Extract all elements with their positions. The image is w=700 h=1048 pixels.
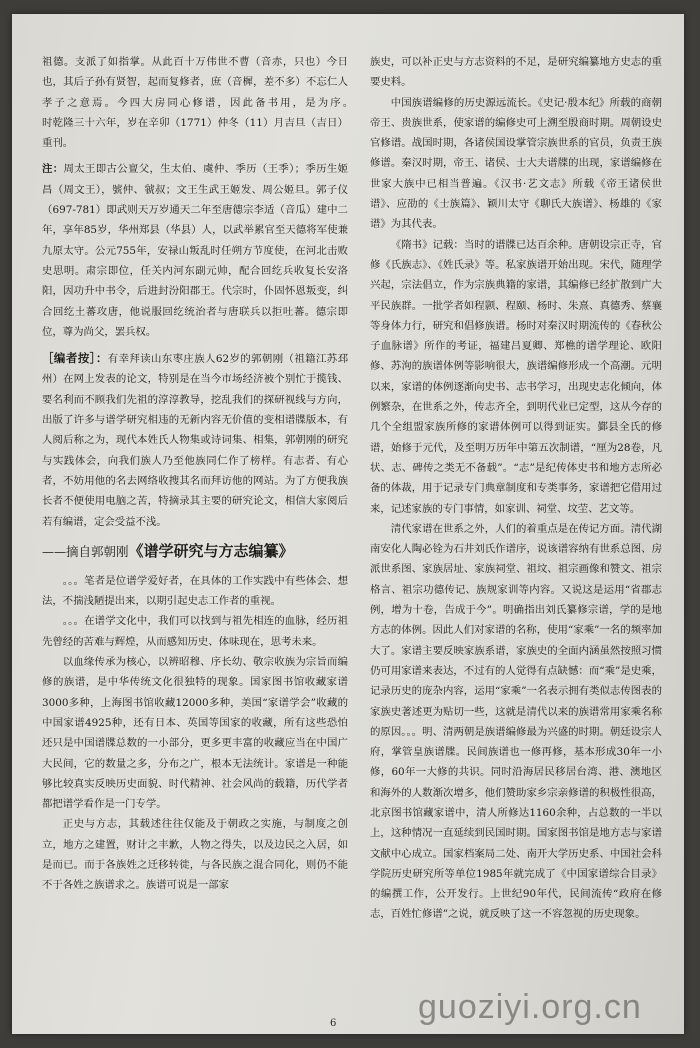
body-paragraph: 以血缘传承为核心，以辨昭穆、序长幼、敬宗收族为宗旨而编修的族谱，是中华传统文化很独特的现象。国家图书馆收藏家谱3000多种，上海图书馆收藏12000多种，美国“家谱学会”收藏的中国家谱4925种，还有日本、英国等国家的收藏，所有这些恐怕还只是中国谱牒总数的一小部分，更多更丰富的收藏应当在中国广大民间，它的数量之多，分布之广，根本无法统计。家谱是一种能够比较真实反映历史面貌、时代精神、社会风尚的载籍，历代学者都把谱学看作是一门专学。 [42,656,348,811]
note-text: 周太王即古公亶父，生太伯、虞仲、季历（王季）；季历生姬昌（周文王），號仲、虢叔；文王生武王姬发、周公姬旦。郭子仪（697-781）即武则天万岁通天二年至唐德宗李适（音瓜）建中二年，享年85岁，华州郑县（华县）人，以武举累官至天德将军使兼九原太守。公元755年，安禄山叛乱时任朔方节度使，在河北击败史思明。肃宗即位，任关内河东副元帅，配合回纥兵收复长安洛阳，因功升中书令，后进封汾阳郡王。代宗时，仆固怀恩叛变，纠合回纥土蕃攻唐，他说服回纥统治者与唐联兵以拒吐蕃。德宗即位，尊为尚父，罢兵权。 [42,163,348,338]
left-column [42,52,390,896]
source-prefix: 摘自郭朝刚 [66,543,129,559]
source-title: 《谱学研究与方志编纂》 [128,541,294,560]
body-paragraph: 正史与方志，其载述往往仅能及于朝政之实施，与制度之创立，地方之建置，财计之丰歉，人物之得失，以及边民之入居，如是而已。而于各族姓之迁移转徙，与各民族之混合同化，则仍不能不于各姓之族谱求之。族谱可说是一部家 [42,818,348,892]
body-paragraph: 清代家谱在世系之外，人们的着重点是在传记方面。清代湖南安化人陶必铨为石井刘氏作谱序，说该谱容纳有世系总图、房派世系图、家族居址、家族祠堂、祖坟、祖宗画像和赞文、祖宗格言、祖宗功德传记、族规家训等内容。又说这是运用“省郡志例，增为十卷，告成于今”。明确指出刘氏纂修宗谱，学的是地方志的体例。因此人们对家谱的名称，使用“家乘”一名的频率加大了。家谱主要反映家族系谱，家族史的全面内涵虽然按照习惯仍可用家谱来表达，不过有的人觉得有点缺憾：而“乘”是史乘，记录历史的庞杂内容，运用“家乘”一名表示拥有类似志传图表的家族史著述更为贴切一些，这就是清代以来的族谱常用家乘名称的原因。。。明、清两朝是族谱编修最为兴盛的时期。朝廷设宗人府，掌管皇族谱牒。民间族谱也一修再修，基本形成30年一小修，60年一大修的共识。同时沿海居民移居台湾、港、澳地区和海外的人数渐次增多，他们赞助家乡宗亲修谱的积极性很高，北京图书馆藏家谱中，清人所修达1160余种，占总数的一半以上，这种情况一直延续到民国时期。国家图书馆是地方志与家谱文献中心成立。国家档案局二处、南开大学历史系、中国社会科学院历史研究所等单位1985年就完成了《中国家谱综合目录》的编撰工作，公开发行。上世纪90年代，民间流传“政府在修志，百姓忙修谱”之说，就反映了这一不容忽视的历史现象。 [370,522,662,921]
page-number: 6 [330,1018,337,1029]
editor-note-text: 有幸拜读山东枣庄族人62岁的郭朝刚（祖籍江苏邳州）在网上发表的论文，特别是在当今市场经济被个别忙于揽钱、要名利而不顾我们先祖的淳淳教导，挖乱我们的探研视线与方向，出版了许多与谱学研究相违的无新内容无价值的变相谱牒版本，有人阅后称之为，现代本姓氏人物集或诗词集、相集，郭朝刚的研究与实践体会，向我们族人乃至他族同仁作了榜样。有志者、有心者，不妨用他的名去网络收搜其名而拜访他的网站。为了方便我族长者不便使用电脑之苦，特摘录其主要的研究论文，相信大家阅后若有编谱，定会受益不浅。 [42,353,348,528]
body-paragraph: 。。。在谱学文化中，我们可以找到与祖先相连的血脉，经历祖先曾经的苦难与辉煌，从而感知历史、体味现在，思考未来。 [42,615,348,648]
editor-note-paragraph [42,348,348,532]
document-page [12,14,684,1034]
editor-note-label: ［编者按］： [42,351,108,366]
note-paragraph [42,159,348,342]
source-dash: —— [42,544,66,559]
right-column [370,52,662,925]
source-citation [42,540,348,563]
body-paragraph: 。。。笔者是位谱学爱好者，在具体的工作实践中有些体会、想法，不揣浅陋提出来，以期引起史志工作者的重视。 [42,574,348,608]
body-paragraph: 《隋书》记载：当时的谱牒已达百余种。唐朝设宗正寺，官修《氏族志》、《姓氏录》等。私家族谱开始出现。宋代，随理学兴起，宗法倡立，作为宗族典籍的家谱，其编修已经扩散到广大平民族群。一批学者如程颢、程颐、杨时、朱熹、真德秀、蔡襄等身体力行，研究和倡修族谱。杨时对秦汉时期流传的《春秋公子血脉谱》所作的考证，福建吕夏卿、郑樵的谱学理论、欧阳修、苏洵的族谱体例等影响很大，族谱编修形成一个高潮。元明以来，家谱的体例逐渐向史书、志书学习，出现史志化倾向，体例繁杂，在世系之外，传志齐全，到明代业已定型，这从今存的几个全组盟家族所修的家谱体例可以得到证实。鄞县全氏的修谱，始修于元代，及至明万历年中第五次制谱，“厘为28卷，凡状、志、碑传之类无不备载”。“志”是纪传体史书和地方志所必备的体裁，用于记录专门典章制度和专类事务，家谱把它借用过来，记述家族的专门事情，如家训、祠堂、坟茔、艺文等。 [370,238,662,515]
intro-paragraph: 祖德。支派了如指掌。从此百十万伟世不曹（音赤，只也）今日也，其后子孙有贤智，起而复修者，庶（音樨，差不多）不忘仁人孝子之意焉。今四大房同心修谱，因此备书用，是为序。 时乾隆三十六年，岁在辛卯（1771）仲冬（11）月吉旦（吉日）重刊。 [42,56,390,150]
site-watermark: guoziyi.org.cn [418,988,642,1026]
body-paragraph: 族史，可以补正史与方志资料的不足，是研究编纂地方史志的重要史料。 [370,56,662,89]
note-label: 注： [42,163,64,176]
body-paragraph: 中国族谱编修的历史源远流长。《史记·殷本纪》所载的商朝帝王、贵族世系，使家谱的编修史可上溯至殷商时期。周朝设史官修谱。战国时期，各诸侯国设掌管宗族世系的官员，负责王族修谱。秦汉时期，帝王、诸侯、士大夫谱牒的出现，家谱编修在世家大族中已相当普遍。《汉书·艺文志》所载《帝王诸侯世谱》、应劭的《士族篇》、颖川太守《聊氏大族谱》、杨雄的《家谱》为其代表。 [370,96,662,231]
